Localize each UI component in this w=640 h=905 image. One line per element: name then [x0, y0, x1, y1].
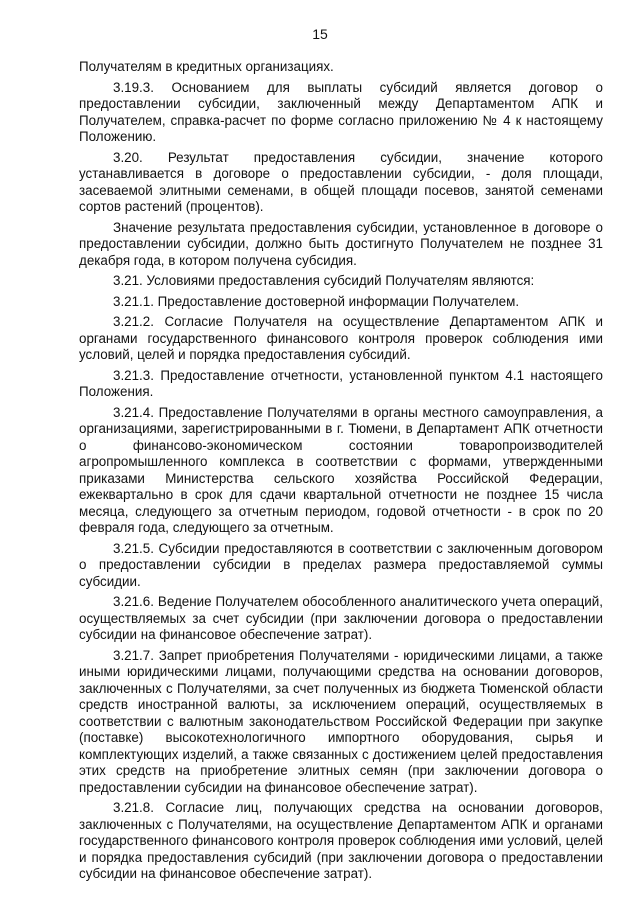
paragraph-3-21-4: 3.21.4. Предоставление Получателями в органы местного самоуправления, а организациями, зарегистрированными в г. Тюмени, в Департамент АПК отчетности о финансово-экономическом состоянии товаропроизводителей агропромышленного комплекса в соответствии с формами, утвержденными приказами Министерства сельского хозяйства Российской Федерации, ежеквартально в срок для сдачи квартальной отчетности не позднее 15 числа месяца, следующего за отчетным периодом, годовой отчетности - в срок по 20 февраля года, следующего за отчетным.	[79, 404, 603, 535]
paragraph-3-20: 3.20. Результат предоставления субсидии, значение которого устанавливается в договоре о предоставлении субсидии, - доля площади, засеваемой элитными семенами, в общей площади посевов, занятой семенами сортов растений (процентов).	[79, 149, 603, 214]
paragraph-3-21-3: 3.21.3. Предоставление отчетности, установленной пунктом 4.1 настоящего Положения.	[79, 367, 603, 399]
paragraph-continuation: Получателям в кредитных организациях.	[79, 59, 334, 74]
paragraph-3-21: 3.21. Условиями предоставления субсидий Получателям являются:	[113, 273, 535, 288]
paragraph-3-21-6: 3.21.6. Ведение Получателем обособленного аналитического учета операций, осуществляемых за счет субсидии (при заключении договора о предоставлении субсидии на финансовое обеспечение затрат).	[79, 594, 603, 642]
paragraph-3-21-7: 3.21.7. Запрет приобретения Получателями - юридическими лицами, а также иными юридическими лицами, получающими средства на основании договоров, заключенных с Получателями, за счет полученных из бюджета Тюменской области средств иностранной валюты, за исключением операций, осуществляемых в соответствии с валютным законодательством Российской Федерации при закупке (поставке) высокотехнологичного импортного оборудования, сырья и комплектующих изделий, а также связанных с достижением целей предоставления этих средств на приобретение элитных семян (при заключении договора о предоставлении субсидии на финансовое обеспечение затрат).	[79, 647, 603, 795]
paragraph-result-value: Значение результата предоставления субсидии, установленное в договоре о предоставлении субсидии, должно быть достигнуто Получателем не позднее 31 декабря года, в котором получена субсидия.	[79, 219, 603, 268]
page-number: 15	[312, 26, 328, 42]
paragraph-3-21-5: 3.21.5. Субсидии предоставляются в соответствии с заключенным договором о предоставлении субсидии в пределах размера предоставляемой суммы субсидии.	[79, 540, 603, 589]
paragraph-3-21-8: 3.21.8. Согласие лиц, получающих средства на основании договоров, заключенных с Получателями, на осуществление Департаментом АПК и органами государственного финансового контроля проверок соблюдения ими условий, целей и порядка предоставления субсидий (при заключении договора о предоставлении субсидии на финансовое обеспечение затрат).	[79, 800, 603, 881]
paragraph-3-21-2: 3.21.2. Согласие Получателя на осуществление Департаментом АПК и органами государственного финансового контроля проверок соблюдения ими условий, целей и порядка предоставления субсидий.	[79, 314, 603, 362]
document-body	[79, 59, 603, 887]
paragraph-3-21-1: 3.21.1. Предоставление достоверной информации Получателем.	[113, 293, 520, 309]
paragraph-3-19-3: 3.19.3. Основанием для выплаты субсидий является договор о предоставлении субсидии, заключенный между Департаментом АПК и Получателем, справка-расчет по форме согласно приложению № 4 к настоящему Положению.	[79, 79, 603, 144]
